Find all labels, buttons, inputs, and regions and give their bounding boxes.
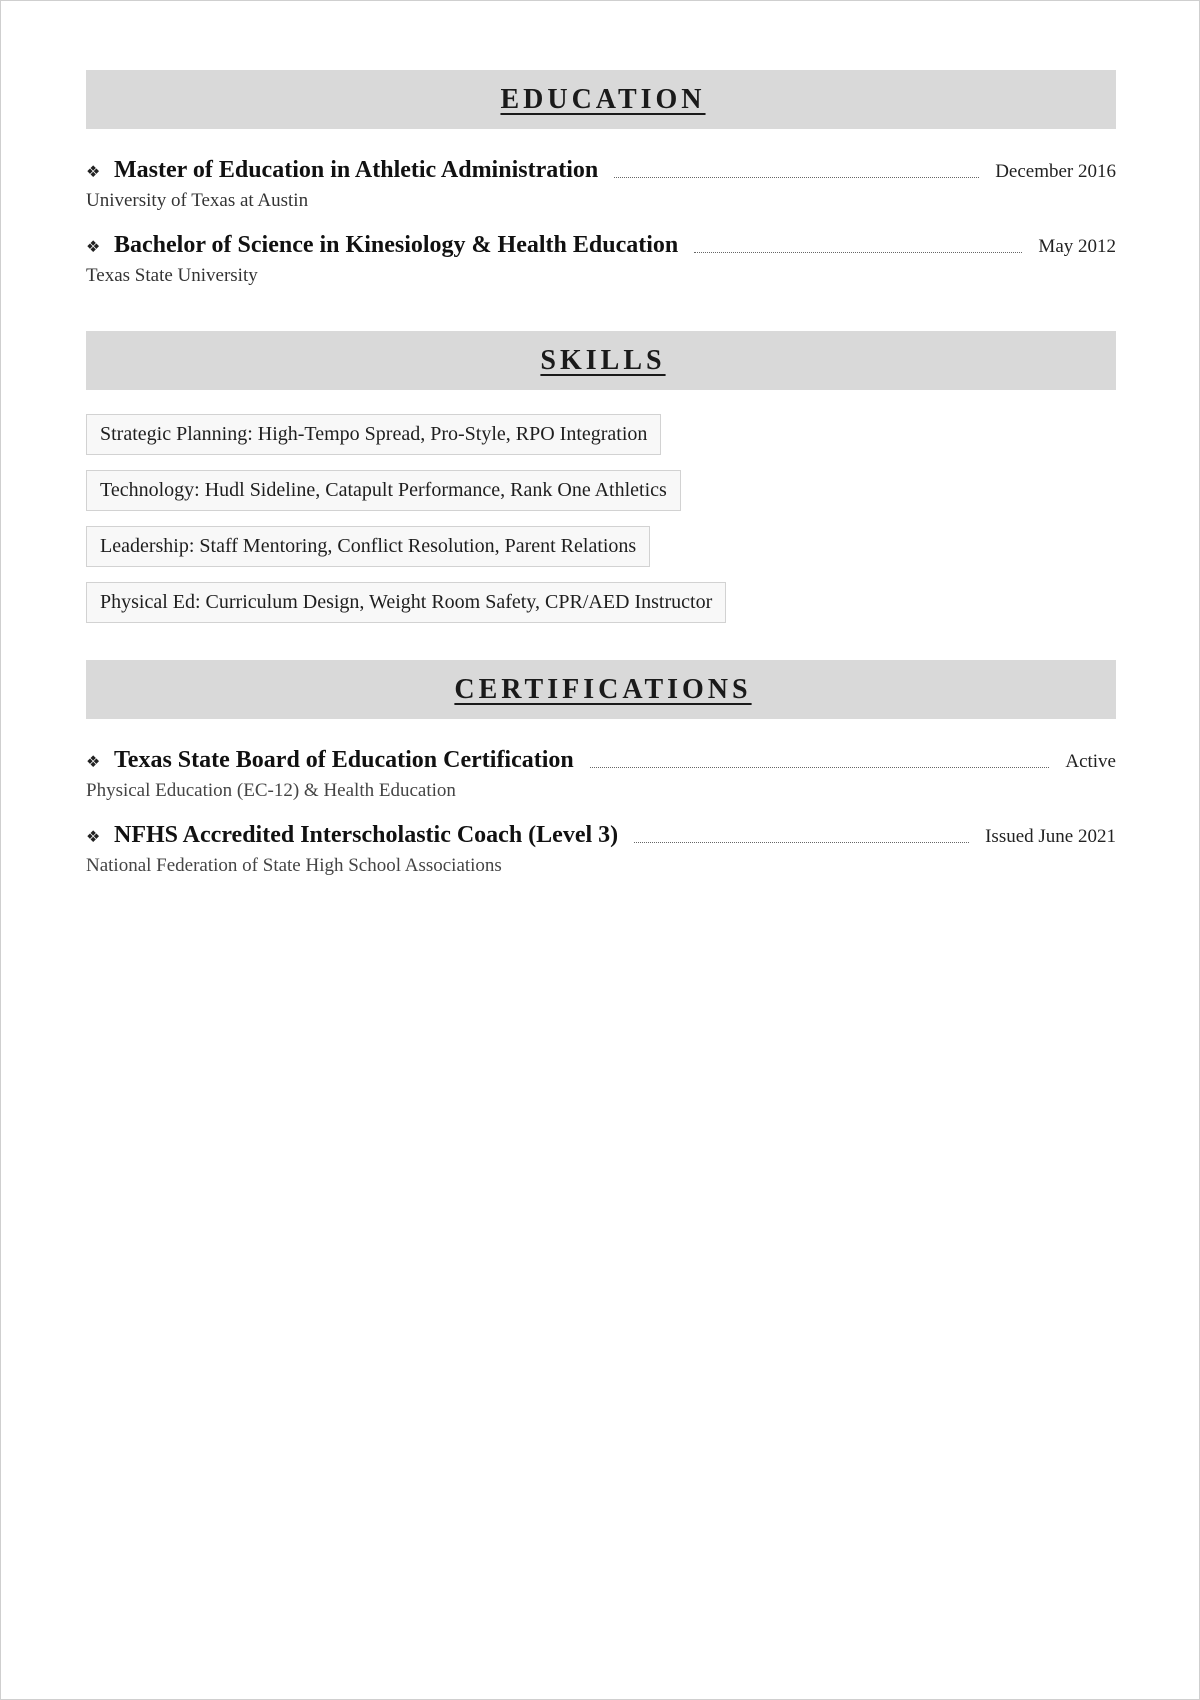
school-name: University of Texas at Austin [86, 190, 309, 211]
school-name: Texas State University [86, 265, 258, 286]
diamond-bullet-icon: ❖ [86, 752, 101, 771]
certification-entry [86, 822, 1116, 877]
dotted-leader [694, 251, 1022, 253]
skill-line [86, 414, 1116, 470]
education-entries [86, 129, 1116, 287]
section-spacer [86, 307, 1116, 331]
skills-header [86, 331, 1116, 390]
dotted-leader [634, 841, 969, 843]
education-entry-row [86, 232, 1116, 264]
certification-entry-row [86, 822, 1116, 854]
certification-name: Texas State Board of Education Certification [114, 747, 574, 773]
skill-line [86, 526, 1116, 582]
certification-detail: Physical Education (EC-12) & Health Education [86, 780, 456, 801]
education-title: EDUCATION [500, 83, 706, 115]
skill-line [86, 470, 1116, 526]
certification-status: Issued June 2021 [985, 826, 1116, 847]
degree-date: December 2016 [995, 161, 1116, 182]
diamond-bullet-icon: ❖ [86, 162, 101, 181]
certifications-title: CERTIFICATIONS [454, 673, 752, 705]
certifications-entries [86, 719, 1116, 877]
skill-tag: Physical Ed: Curriculum Design, Weight Room Safety, CPR/AED Instructor [86, 582, 726, 623]
certifications-section [86, 660, 1116, 877]
degree-title: Bachelor of Science in Kinesiology & Health Education [114, 232, 679, 258]
education-entry [86, 157, 1116, 212]
certification-status: Active [1065, 751, 1116, 772]
dotted-leader [614, 176, 979, 178]
skills-list [86, 390, 1116, 660]
certification-entry [86, 747, 1116, 802]
skill-tag: Technology: Hudl Sideline, Catapult Performance, Rank One Athletics [86, 470, 681, 511]
certifications-header [86, 660, 1116, 719]
skill-line [86, 582, 1116, 638]
skill-tag: Strategic Planning: High-Tempo Spread, Pro-Style, RPO Integration [86, 414, 661, 455]
certification-name: NFHS Accredited Interscholastic Coach (Level 3) [114, 822, 619, 848]
skills-section [86, 331, 1116, 660]
education-section [86, 70, 1116, 287]
education-entry [86, 232, 1116, 287]
degree-title: Master of Education in Athletic Administration [114, 157, 599, 183]
dotted-leader [590, 766, 1050, 768]
certification-detail: National Federation of State High School Associations [86, 855, 502, 876]
skills-title: SKILLS [540, 344, 666, 376]
certification-entry-row [86, 747, 1116, 779]
education-entry-row [86, 157, 1116, 189]
diamond-bullet-icon: ❖ [86, 237, 101, 256]
diamond-bullet-icon: ❖ [86, 827, 101, 846]
education-header [86, 70, 1116, 129]
skill-tag: Leadership: Staff Mentoring, Conflict Resolution, Parent Relations [86, 526, 650, 567]
resume-content [86, 70, 1116, 897]
degree-date: May 2012 [1038, 236, 1116, 257]
